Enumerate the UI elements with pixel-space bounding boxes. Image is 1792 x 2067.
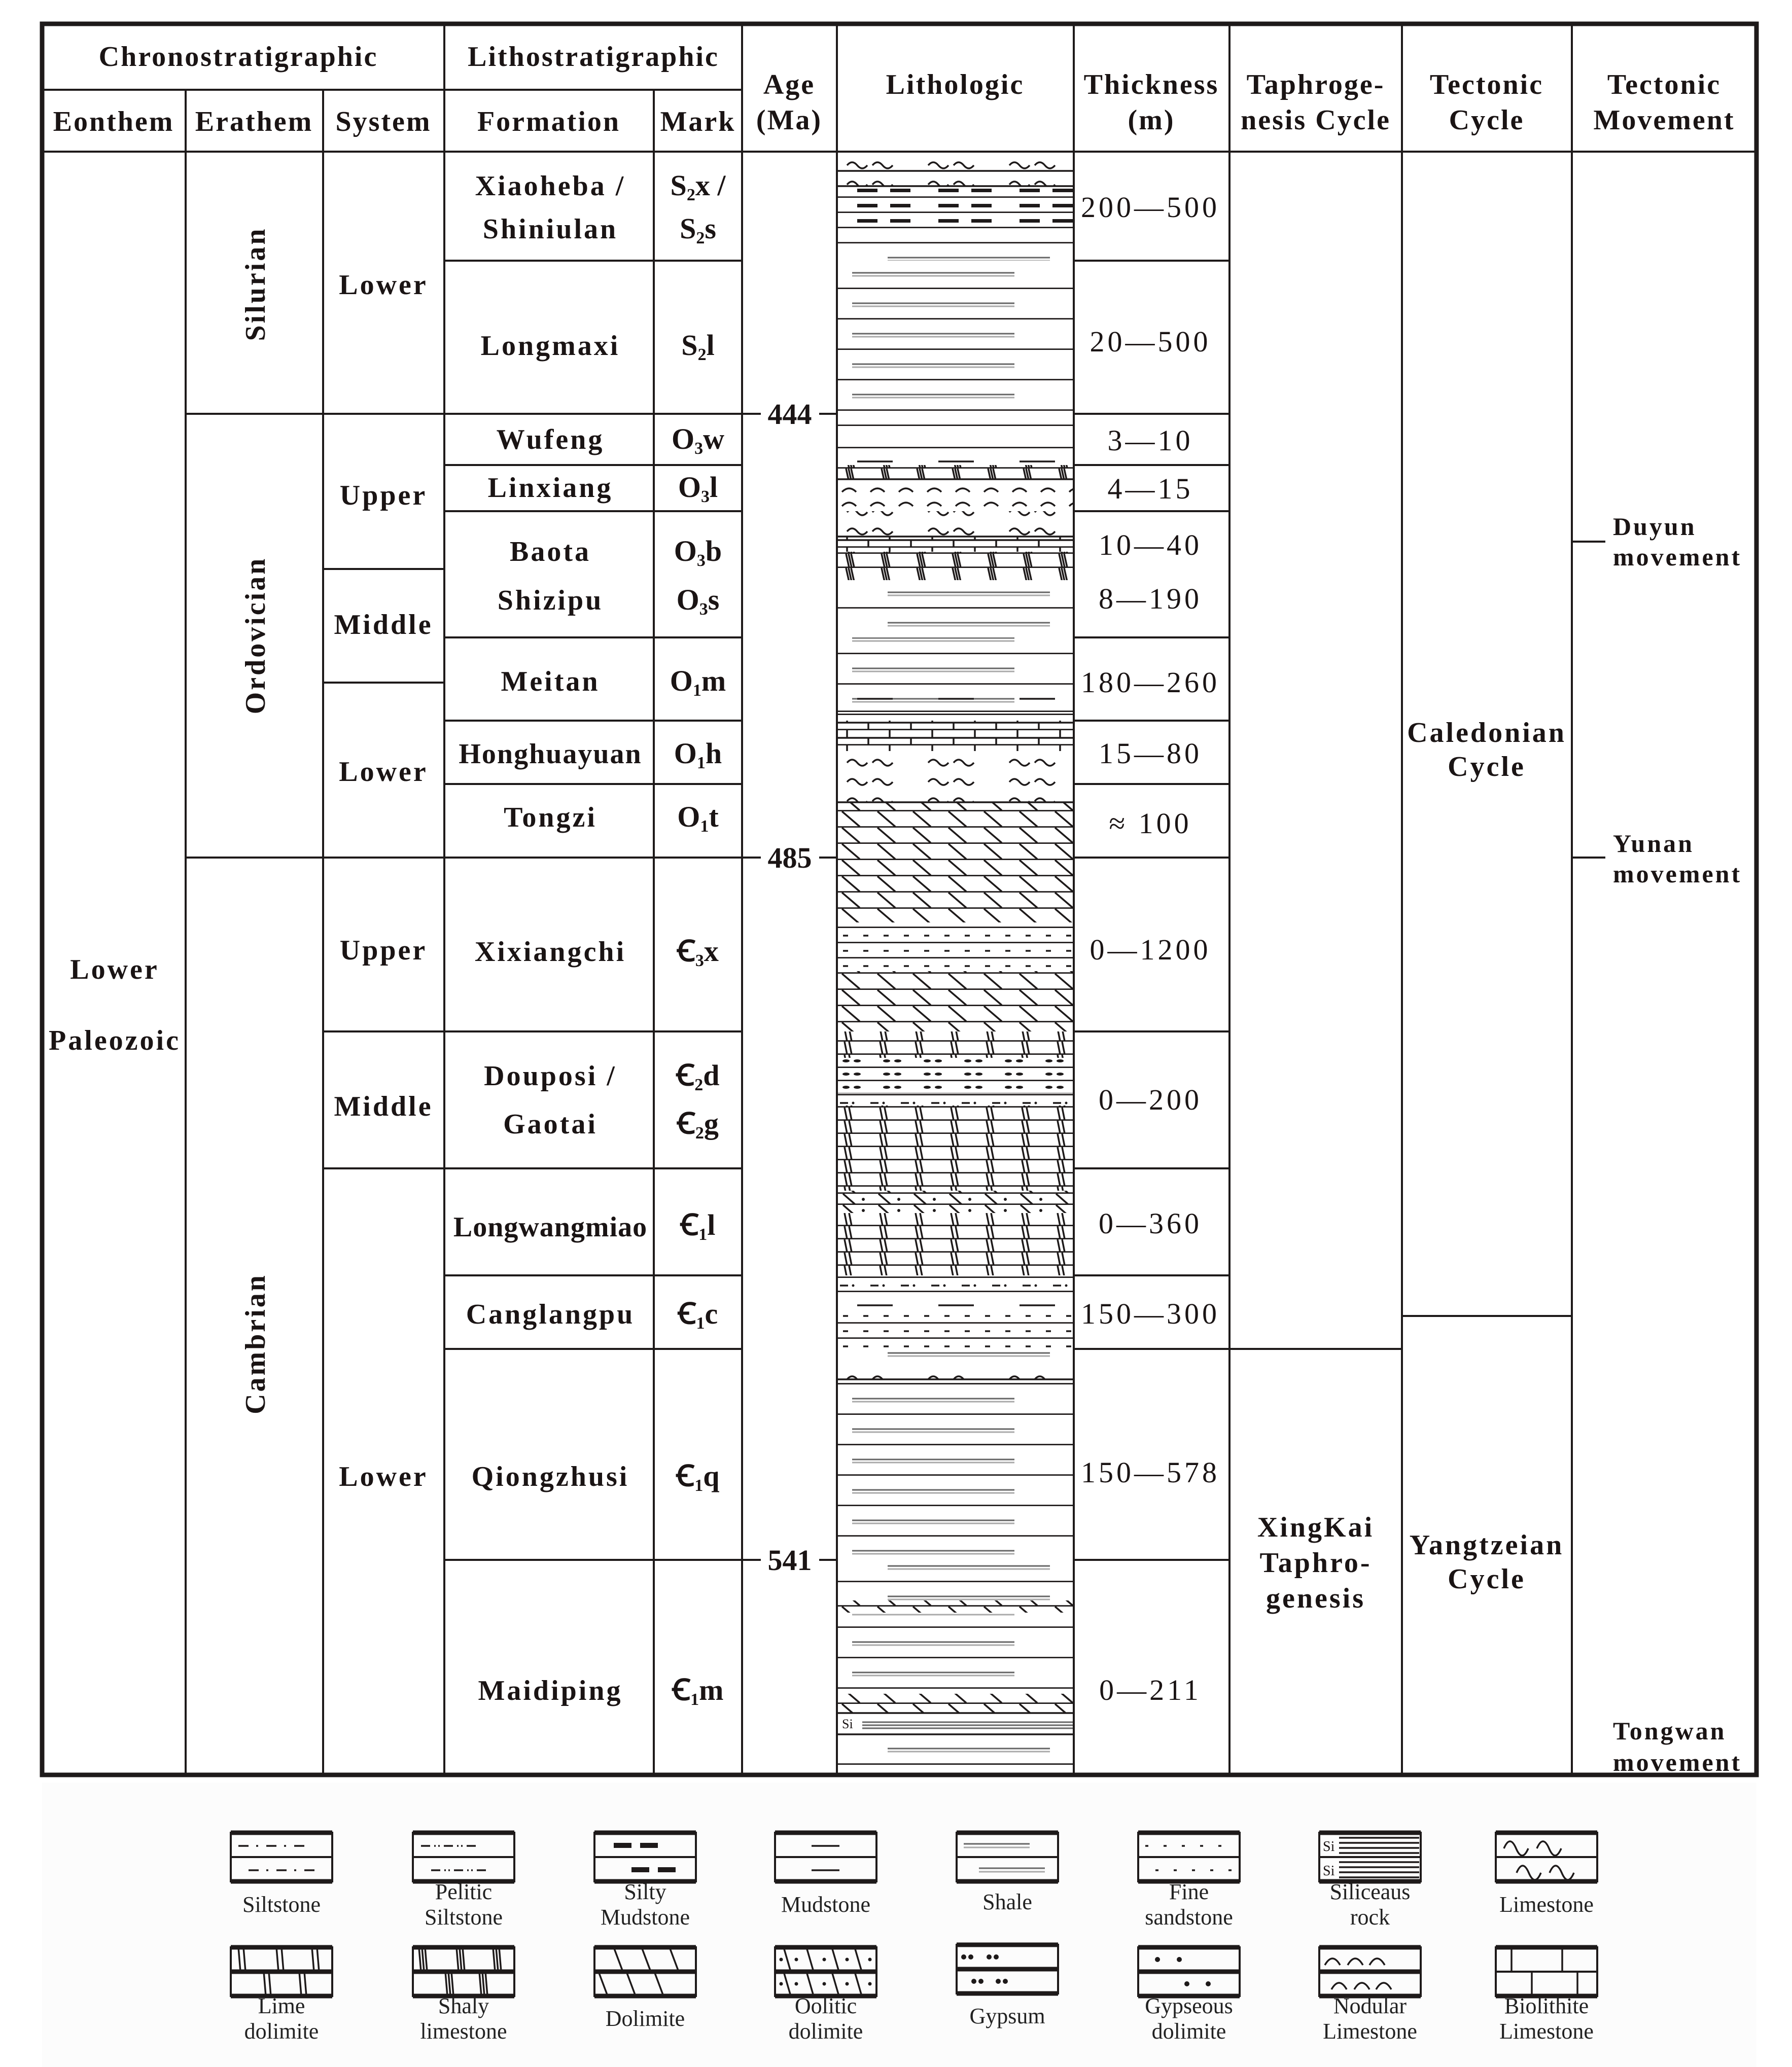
litho-silty-mudstone — [838, 186, 1073, 232]
formation-maidiping: Maidiping — [478, 1675, 623, 1706]
header-age-unit: (Ma) — [756, 104, 823, 136]
legend-label: Gypsum — [969, 2004, 1045, 2028]
mark-o3w: O3w — [671, 422, 725, 458]
system-ordovician-middle: Middle — [334, 609, 433, 640]
legend-label: Limestone — [1499, 1892, 1594, 1917]
formation-longmaxi: Longmaxi — [480, 330, 620, 362]
litho-pelitic-siltstone — [838, 1275, 1073, 1290]
formation-tongzi: Tongzi — [504, 802, 597, 833]
thickness-douposi: 0—200 — [1099, 1083, 1202, 1116]
mark-o3b: O3b — [674, 534, 722, 570]
thickness-cells — [1081, 191, 1220, 1706]
mark-o1m: O1m — [670, 664, 726, 700]
litho-mudstone — [838, 439, 1073, 465]
formation-gaotai: Gaotai — [503, 1109, 598, 1140]
mark-cells — [670, 169, 726, 1709]
age-541: 541 — [767, 1544, 812, 1577]
litho-oolitic-dolomite — [838, 1191, 1073, 1213]
legend-label: Shaly — [438, 1993, 489, 2018]
system-cambrian-lower: Lower — [339, 1461, 428, 1492]
formation-longwangmiao: Longwangmiao — [453, 1211, 648, 1243]
legend-label-2: dolimite — [1151, 2019, 1226, 2044]
system-cambrian-upper: Upper — [339, 935, 428, 966]
header-erathem: Erathem — [195, 106, 313, 137]
tectonic-cycle-cells — [1407, 717, 1566, 1595]
formation-linxiang: Linxiang — [487, 472, 613, 504]
eonthem-label: Lower — [70, 954, 159, 985]
header-taphrogenesis: Taphroge- — [1246, 69, 1385, 100]
system-cambrian-middle: Middle — [334, 1091, 433, 1122]
legend-label: Siliceaus — [1329, 1879, 1411, 1904]
header-tectonic-cycle: Tectonic — [1429, 69, 1544, 100]
litho-dolomite — [838, 802, 1073, 858]
legend-label: Shale — [982, 1890, 1032, 1914]
litho-shale — [838, 261, 1073, 414]
legend-label: Biolithite — [1504, 1993, 1589, 2018]
header-chronostratigraphic: Chronostratigraphic — [98, 41, 378, 73]
eonthem-label-2: Paleozoic — [49, 1025, 181, 1056]
formation-honghuayuan: Honghuayuan — [459, 738, 642, 770]
thickness-maidiping: 0—211 — [1099, 1673, 1202, 1706]
litho-limestone — [838, 152, 1073, 171]
thickness-honghuayuan: 15—80 — [1099, 737, 1202, 770]
taphrogenesis-label-3: genesis — [1266, 1583, 1365, 1614]
litho-shaly-limestone — [838, 465, 1073, 479]
thickness-baota: 10—40 — [1099, 528, 1202, 561]
header-tectonic-movement-2: Movement — [1593, 104, 1735, 136]
thickness-qiongzhusi: 150—578 — [1081, 1456, 1220, 1489]
header-tectonic-cycle-2: Cycle — [1449, 104, 1525, 136]
legend-label: Nodular — [1333, 1993, 1407, 2018]
si-glyph: Si — [1323, 1863, 1335, 1879]
litho-biolithite-limestone — [838, 537, 1073, 552]
erathem-silurian: Silurian — [240, 227, 271, 341]
movement-tongwan-2: movement — [1613, 1748, 1742, 1776]
mark-c1l: Ꞓ1l — [680, 1208, 716, 1244]
thickness-tongzi: ≈ 100 — [1109, 807, 1192, 840]
system-cells — [334, 269, 433, 1492]
formation-wufeng: Wufeng — [496, 424, 605, 455]
age-labels — [768, 398, 812, 1577]
legend-label-2: dolimite — [788, 2019, 863, 2044]
legend-label-2: sandstone — [1145, 1905, 1233, 1930]
legend-label-2: Limestone — [1323, 2019, 1417, 2044]
movement-duyun-2: movement — [1613, 543, 1742, 571]
mark-c2g: Ꞓ2g — [677, 1107, 719, 1143]
header-age: Age — [763, 69, 816, 100]
thickness-wufeng: 3—10 — [1107, 424, 1193, 457]
legend-label-2: Siltstone — [424, 1905, 503, 1930]
mark-s2l: S2l — [681, 329, 715, 364]
legend-label: Fine — [1169, 1879, 1209, 1904]
system-silurian-lower: Lower — [339, 269, 428, 301]
legend-label-2: dolimite — [244, 2019, 319, 2044]
litho-shale — [838, 232, 1073, 261]
thickness-linxiang: 4—15 — [1107, 472, 1193, 505]
mark-s2x: S2x / — [670, 169, 726, 204]
thickness-xiaoheba: 200—500 — [1081, 191, 1220, 224]
legend-label: Siltstone — [242, 1892, 321, 1917]
formation-qiongzhusi: Qiongzhusi — [471, 1461, 629, 1492]
tectonic-cycle-caledonian-2: Cycle — [1448, 751, 1526, 782]
legend-label-2: Mudstone — [601, 1905, 690, 1930]
legend-label-2: Limestone — [1499, 2019, 1594, 2044]
thickness-longmaxi: 20—500 — [1090, 325, 1211, 358]
litho-lime-dolomite — [838, 1031, 1073, 1058]
mark-c1q: Ꞓ1q — [676, 1459, 720, 1495]
thickness-shizipu: 8—190 — [1099, 582, 1202, 615]
legend-label: Pelitic — [435, 1879, 493, 1904]
system-ordovician-lower: Lower — [339, 756, 428, 788]
header-system: System — [335, 106, 432, 137]
si-glyph: Si — [1323, 1839, 1335, 1855]
formation-xixiangchi: Xixiangchi — [474, 936, 626, 968]
formation-cells — [453, 170, 647, 1706]
legend-label: Lime — [258, 1993, 305, 2018]
movement-duyun: Duyun — [1613, 512, 1697, 541]
age-485: 485 — [767, 841, 812, 874]
mark-o3s: O3s — [676, 583, 720, 619]
movement-tongwan: Tongwan — [1613, 1717, 1727, 1745]
system-ordovician-upper: Upper — [339, 480, 428, 511]
movement-yunan: Yunan — [1613, 829, 1694, 858]
mark-c3x: Ꞓ3x — [677, 935, 719, 970]
mark-o3l: O3l — [678, 471, 718, 506]
litho-fine-sandstone — [838, 922, 1073, 971]
age-444: 444 — [767, 398, 812, 431]
legend-label-2: limestone — [420, 2019, 507, 2044]
eonthem-cell — [49, 954, 181, 1056]
legend-label: Silty — [624, 1879, 666, 1904]
formation-canglangpu: Canglangpu — [466, 1299, 635, 1330]
legend — [42, 1783, 1756, 2067]
erathem-cambrian: Cambrian — [240, 1273, 271, 1414]
thickness-canglangpu: 150—300 — [1081, 1297, 1220, 1330]
thickness-longwangmiao: 0—360 — [1099, 1207, 1202, 1240]
formation-shizipu: Shizipu — [497, 585, 604, 616]
formation-baota: Baota — [510, 536, 591, 567]
siliceous-marker: Si — [842, 1717, 853, 1731]
tectonic-cycle-yangtzeian-2: Cycle — [1448, 1563, 1526, 1595]
tectonic-cycle-yangtzeian: Yangtzeian — [1409, 1529, 1564, 1561]
litho-gypsum — [838, 1058, 1073, 1093]
header-eonthem: Eonthem — [53, 106, 174, 137]
mark-c2d: Ꞓ2d — [676, 1059, 720, 1094]
legend-label: Oolitic — [794, 1993, 857, 2018]
header-tectonic-movement: Tectonic — [1607, 69, 1721, 100]
mark-c1c: Ꞓ1c — [678, 1297, 718, 1333]
formation-douposi: Douposi / — [484, 1060, 617, 1092]
header-thickness: Thickness — [1083, 69, 1219, 100]
header-mark: Mark — [660, 106, 736, 137]
mark-s2s: S2s — [680, 212, 716, 247]
taphrogenesis-label: XingKai — [1257, 1512, 1375, 1543]
formation-xiaoheba: Xiaoheba / — [475, 170, 626, 202]
mark-c1m: Ꞓ1m — [672, 1673, 724, 1709]
lithologic-column — [837, 152, 1074, 1774]
movement-yunan-2: movement — [1613, 860, 1742, 888]
erathem-cells — [240, 227, 271, 1414]
legend-label: Dolimite — [605, 2006, 685, 2031]
legend-label-2: rock — [1350, 1905, 1390, 1930]
header-thickness-unit: (m) — [1128, 104, 1175, 136]
legend-label: Mudstone — [781, 1892, 870, 1917]
taphrogenesis-cell — [1257, 1512, 1374, 1614]
mark-o1t: O1t — [677, 800, 719, 836]
header-lithologic: Lithologic — [886, 69, 1025, 100]
tectonic-movement-cells — [1613, 512, 1742, 1776]
header-formation: Formation — [477, 106, 621, 137]
thickness-xixiangchi: 0—1200 — [1090, 933, 1211, 966]
header-lithostratigraphic: Lithostratigraphic — [468, 41, 719, 73]
thickness-meitan: 180—260 — [1081, 666, 1220, 699]
litho-nodular-limestone — [838, 479, 1073, 511]
legend-label: Gypseous — [1145, 1993, 1233, 2018]
taphrogenesis-label-2: Taphro- — [1259, 1547, 1372, 1579]
tectonic-cycle-caledonian: Caledonian — [1407, 717, 1566, 749]
header-taphrogenesis-2: nesis Cycle — [1241, 104, 1391, 136]
erathem-ordovician: Ordovician — [240, 556, 271, 715]
formation-meitan: Meitan — [501, 666, 600, 697]
mark-o1h: O1h — [674, 737, 722, 772]
formation-shiniulan: Shiniulan — [482, 213, 618, 245]
